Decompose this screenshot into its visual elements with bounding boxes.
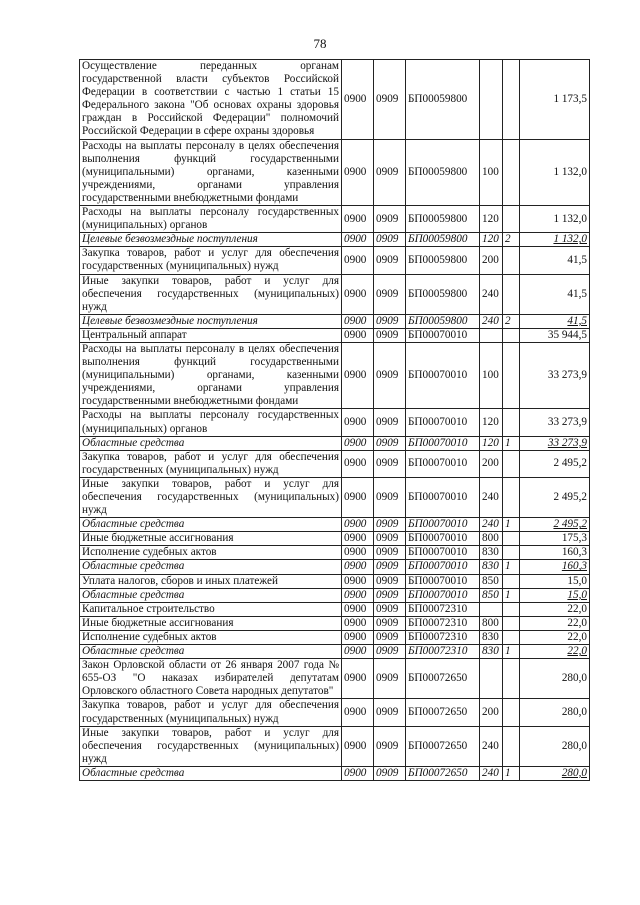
row-source-code: 1 [503, 645, 520, 659]
row-name: Капитальное строительство [80, 602, 342, 616]
row-grbs-code: 0900 [342, 532, 374, 546]
row-target-code: БП00059800 [406, 247, 480, 274]
row-grbs-code: 0900 [342, 616, 374, 630]
row-section-code: 0909 [374, 699, 406, 726]
row-amount: 1 173,5 [520, 60, 590, 140]
table-row [80, 726, 590, 766]
row-target-code: БП00072650 [406, 726, 480, 766]
row-source-code [503, 342, 520, 408]
row-section-code: 0909 [374, 409, 406, 436]
row-target-code: БП00072310 [406, 630, 480, 644]
row-target-code: БП00059800 [406, 60, 480, 140]
row-amount: 22,0 [520, 630, 590, 644]
row-section-code: 0909 [374, 139, 406, 205]
row-section-code: 0909 [374, 532, 406, 546]
row-amount: 2 495,2 [520, 477, 590, 517]
row-target-code: БП00070010 [406, 450, 480, 477]
row-expense-type: 200 [480, 699, 503, 726]
row-section-code: 0909 [374, 518, 406, 532]
row-section-code: 0909 [374, 766, 406, 780]
row-section-code: 0909 [374, 206, 406, 233]
row-amount: 15,0 [520, 574, 590, 588]
table-row [80, 645, 590, 659]
table-row [80, 450, 590, 477]
row-grbs-code: 0900 [342, 450, 374, 477]
row-target-code: БП00070010 [406, 588, 480, 602]
table-row [80, 560, 590, 574]
row-amount: 33 273,9 [520, 409, 590, 436]
row-grbs-code: 0900 [342, 247, 374, 274]
row-source-code [503, 546, 520, 560]
row-section-code: 0909 [374, 630, 406, 644]
row-target-code: БП00072310 [406, 602, 480, 616]
row-expense-type: 800 [480, 616, 503, 630]
table-row [80, 274, 590, 314]
row-section-code: 0909 [374, 450, 406, 477]
row-grbs-code: 0900 [342, 409, 374, 436]
row-source-code [503, 247, 520, 274]
row-grbs-code: 0900 [342, 436, 374, 450]
row-amount: 1 132,0 [520, 206, 590, 233]
row-source-code [503, 659, 520, 699]
row-name: Исполнение судебных актов [80, 546, 342, 560]
table-row [80, 602, 590, 616]
row-source-code [503, 532, 520, 546]
row-section-code: 0909 [374, 314, 406, 328]
row-name: Осуществление переданных органам государственной власти субъектов Российской Федерации в соответствии с частью 1 статьи 15 Федерального закона "Об основах охраны здоровья граждан в Российской Федерации" полномочий Российской Федерации в сфере охраны здоровья [80, 60, 342, 140]
page-number: 78 [313, 36, 327, 51]
row-target-code: БП00072650 [406, 699, 480, 726]
row-grbs-code: 0900 [342, 233, 374, 247]
row-source-code: 1 [503, 560, 520, 574]
row-amount: 22,0 [520, 616, 590, 630]
row-source-code: 1 [503, 436, 520, 450]
row-target-code: БП00070010 [406, 574, 480, 588]
table-row [80, 699, 590, 726]
row-target-code: БП00070010 [406, 518, 480, 532]
row-name: Иные бюджетные ассигнования [80, 616, 342, 630]
row-amount: 2 495,2 [520, 450, 590, 477]
row-section-code: 0909 [374, 602, 406, 616]
row-amount: 280,0 [520, 766, 590, 780]
table-body [80, 60, 590, 781]
row-section-code: 0909 [374, 546, 406, 560]
row-source-code [503, 409, 520, 436]
row-expense-type [480, 60, 503, 140]
row-amount: 35 944,5 [520, 328, 590, 342]
row-target-code: БП00070010 [406, 546, 480, 560]
row-expense-type: 120 [480, 206, 503, 233]
row-target-code: БП00059800 [406, 274, 480, 314]
row-section-code: 0909 [374, 616, 406, 630]
row-source-code: 1 [503, 588, 520, 602]
row-section-code: 0909 [374, 560, 406, 574]
row-target-code: БП00059800 [406, 233, 480, 247]
row-amount: 175,3 [520, 532, 590, 546]
row-name: Областные средства [80, 645, 342, 659]
row-expense-type: 100 [480, 342, 503, 408]
row-name: Закон Орловской области от 26 января 2007 года № 655-ОЗ "О наказах избирателей депутатам Орловского областного Совета народных депутатов" [80, 659, 342, 699]
row-source-code [503, 477, 520, 517]
row-name: Областные средства [80, 588, 342, 602]
row-expense-type: 240 [480, 726, 503, 766]
row-source-code [503, 139, 520, 205]
table-row [80, 206, 590, 233]
row-amount: 41,5 [520, 247, 590, 274]
row-expense-type: 240 [480, 314, 503, 328]
table-row [80, 630, 590, 644]
row-grbs-code: 0900 [342, 630, 374, 644]
row-amount: 33 273,9 [520, 436, 590, 450]
row-amount: 41,5 [520, 274, 590, 314]
row-grbs-code: 0900 [342, 274, 374, 314]
row-section-code: 0909 [374, 328, 406, 342]
row-target-code: БП00072650 [406, 659, 480, 699]
row-name: Расходы на выплаты персоналу государственных (муниципальных) органов [80, 206, 342, 233]
row-grbs-code: 0900 [342, 699, 374, 726]
row-grbs-code: 0900 [342, 342, 374, 408]
row-grbs-code: 0900 [342, 645, 374, 659]
row-expense-type: 100 [480, 139, 503, 205]
row-name: Расходы на выплаты персоналу в целях обеспечения выполнения функций государственными (муниципальными) органами, казенными учреждениями, органами управления государственными внебюджетными фондами [80, 342, 342, 408]
row-target-code: БП00070010 [406, 342, 480, 408]
row-target-code: БП00059800 [406, 206, 480, 233]
table-row [80, 233, 590, 247]
row-name: Иные закупки товаров, работ и услуг для обеспечения государственных (муниципальных) нужд [80, 726, 342, 766]
row-name: Расходы на выплаты персоналу государственных (муниципальных) органов [80, 409, 342, 436]
row-name: Иные закупки товаров, работ и услуг для обеспечения государственных (муниципальных) нужд [80, 274, 342, 314]
row-grbs-code: 0900 [342, 574, 374, 588]
row-expense-type: 850 [480, 588, 503, 602]
row-expense-type: 850 [480, 574, 503, 588]
row-section-code: 0909 [374, 247, 406, 274]
row-amount: 280,0 [520, 699, 590, 726]
row-name: Областные средства [80, 560, 342, 574]
row-expense-type [480, 328, 503, 342]
row-target-code: БП00070010 [406, 477, 480, 517]
table-row [80, 766, 590, 780]
row-grbs-code: 0900 [342, 588, 374, 602]
table-row [80, 546, 590, 560]
row-amount: 2 495,2 [520, 518, 590, 532]
row-expense-type: 120 [480, 409, 503, 436]
row-expense-type: 830 [480, 560, 503, 574]
table-row [80, 328, 590, 342]
row-grbs-code: 0900 [342, 314, 374, 328]
row-target-code: БП00059800 [406, 314, 480, 328]
row-name: Центральный аппарат [80, 328, 342, 342]
row-target-code: БП00070010 [406, 532, 480, 546]
row-grbs-code: 0900 [342, 560, 374, 574]
table-row [80, 518, 590, 532]
row-expense-type: 240 [480, 274, 503, 314]
row-section-code: 0909 [374, 726, 406, 766]
table-row [80, 314, 590, 328]
row-source-code: 1 [503, 518, 520, 532]
row-amount: 280,0 [520, 659, 590, 699]
row-source-code [503, 60, 520, 140]
row-target-code: БП00070010 [406, 328, 480, 342]
row-target-code: БП00072650 [406, 766, 480, 780]
row-source-code [503, 616, 520, 630]
row-section-code: 0909 [374, 233, 406, 247]
row-expense-type: 200 [480, 247, 503, 274]
row-target-code: БП00059800 [406, 139, 480, 205]
row-target-code: БП00072310 [406, 645, 480, 659]
row-target-code: БП00070010 [406, 436, 480, 450]
row-amount: 22,0 [520, 602, 590, 616]
row-name: Областные средства [80, 436, 342, 450]
row-source-code [503, 630, 520, 644]
row-section-code: 0909 [374, 342, 406, 408]
row-expense-type: 120 [480, 436, 503, 450]
row-name: Исполнение судебных актов [80, 630, 342, 644]
table-row [80, 574, 590, 588]
row-grbs-code: 0900 [342, 518, 374, 532]
table-row [80, 139, 590, 205]
row-source-code [503, 274, 520, 314]
row-section-code: 0909 [374, 436, 406, 450]
row-expense-type: 240 [480, 477, 503, 517]
table-row [80, 616, 590, 630]
row-amount: 33 273,9 [520, 342, 590, 408]
row-source-code [503, 574, 520, 588]
row-source-code: 1 [503, 766, 520, 780]
row-name: Иные закупки товаров, работ и услуг для обеспечения государственных (муниципальных) нужд [80, 477, 342, 517]
row-source-code: 2 [503, 233, 520, 247]
row-source-code: 2 [503, 314, 520, 328]
table-row [80, 436, 590, 450]
row-section-code: 0909 [374, 645, 406, 659]
row-name: Иные бюджетные ассигнования [80, 532, 342, 546]
row-amount: 22,0 [520, 645, 590, 659]
row-amount: 15,0 [520, 588, 590, 602]
budget-table [79, 59, 590, 781]
row-section-code: 0909 [374, 659, 406, 699]
row-amount: 41,5 [520, 314, 590, 328]
row-expense-type [480, 659, 503, 699]
table-row [80, 60, 590, 140]
table-row [80, 409, 590, 436]
row-target-code: БП00072310 [406, 616, 480, 630]
row-grbs-code: 0900 [342, 726, 374, 766]
table-row [80, 659, 590, 699]
row-source-code [503, 328, 520, 342]
row-section-code: 0909 [374, 574, 406, 588]
row-source-code [503, 206, 520, 233]
row-expense-type: 240 [480, 766, 503, 780]
row-amount: 1 132,0 [520, 139, 590, 205]
row-expense-type [480, 602, 503, 616]
row-section-code: 0909 [374, 588, 406, 602]
row-name: Целевые безвозмездные поступления [80, 314, 342, 328]
row-target-code: БП00070010 [406, 409, 480, 436]
row-grbs-code: 0900 [342, 328, 374, 342]
table-row [80, 588, 590, 602]
row-name: Уплата налогов, сборов и иных платежей [80, 574, 342, 588]
table-row [80, 342, 590, 408]
row-grbs-code: 0900 [342, 477, 374, 517]
row-expense-type: 830 [480, 645, 503, 659]
row-name: Целевые безвозмездные поступления [80, 233, 342, 247]
row-source-code [503, 726, 520, 766]
row-source-code [503, 699, 520, 726]
row-section-code: 0909 [374, 274, 406, 314]
row-expense-type: 120 [480, 233, 503, 247]
row-name: Закупка товаров, работ и услуг для обеспечения государственных (муниципальных) нужд [80, 450, 342, 477]
row-source-code [503, 602, 520, 616]
row-grbs-code: 0900 [342, 659, 374, 699]
row-expense-type: 200 [480, 450, 503, 477]
row-amount: 160,3 [520, 560, 590, 574]
row-grbs-code: 0900 [342, 766, 374, 780]
row-amount: 1 132,0 [520, 233, 590, 247]
row-name: Областные средства [80, 766, 342, 780]
table-row [80, 247, 590, 274]
row-expense-type: 830 [480, 630, 503, 644]
row-name: Расходы на выплаты персоналу в целях обеспечения выполнения функций государственными (муниципальными) органами, казенными учреждениями, органами управления государственными внебюджетными фондами [80, 139, 342, 205]
row-section-code: 0909 [374, 477, 406, 517]
row-grbs-code: 0900 [342, 546, 374, 560]
row-grbs-code: 0900 [342, 139, 374, 205]
row-name: Закупка товаров, работ и услуг для обеспечения государственных (муниципальных) нужд [80, 699, 342, 726]
row-name: Областные средства [80, 518, 342, 532]
row-grbs-code: 0900 [342, 60, 374, 140]
table-row [80, 477, 590, 517]
row-source-code [503, 450, 520, 477]
row-grbs-code: 0900 [342, 602, 374, 616]
row-expense-type: 830 [480, 546, 503, 560]
row-section-code: 0909 [374, 60, 406, 140]
row-expense-type: 240 [480, 518, 503, 532]
row-amount: 280,0 [520, 726, 590, 766]
row-name: Закупка товаров, работ и услуг для обеспечения государственных (муниципальных) нужд [80, 247, 342, 274]
row-grbs-code: 0900 [342, 206, 374, 233]
table-row [80, 532, 590, 546]
row-expense-type: 800 [480, 532, 503, 546]
row-target-code: БП00070010 [406, 560, 480, 574]
row-amount: 160,3 [520, 546, 590, 560]
